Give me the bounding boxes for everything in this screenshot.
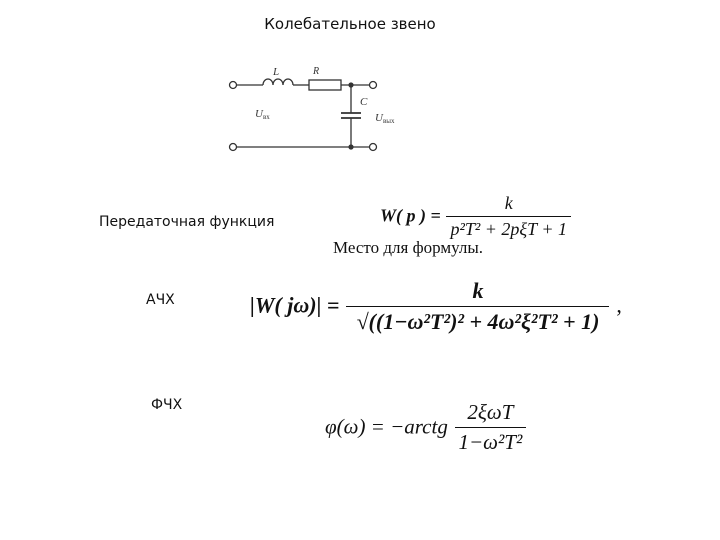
amplitude-response-formula — [250, 278, 622, 335]
input-voltage-label: U — [255, 108, 263, 120]
input-terminal-bottom — [230, 144, 237, 151]
fchx-lhs: φ(ω) = −arctg — [325, 414, 448, 439]
capacitor-label: C — [360, 96, 368, 108]
achx-lhs: |W( jω)| = — [250, 292, 340, 318]
phase-response-label: ФЧХ — [151, 397, 183, 413]
transfer-numerator: k — [504, 193, 513, 213]
transfer-denominator: p²T² + 2pξT + 1 — [446, 216, 571, 240]
achx-numerator: k — [472, 278, 484, 303]
inductor-coil — [263, 79, 293, 85]
fchx-fraction — [455, 400, 527, 455]
formula-placeholder: Место для формулы. — [333, 238, 483, 257]
fchx-denominator: 1−ω²T² — [455, 427, 527, 455]
transfer-fraction — [446, 193, 571, 240]
output-terminal-top — [370, 82, 377, 89]
achx-fraction — [346, 278, 609, 335]
junction-bottom — [348, 144, 353, 149]
input-voltage-sub: вх — [262, 113, 270, 121]
phase-response-formula — [325, 400, 526, 455]
oscillating-link-circuit — [225, 55, 395, 155]
output-voltage-label: U — [375, 112, 383, 124]
output-terminal-bottom — [370, 144, 377, 151]
svg-text:Uвх — [255, 108, 270, 121]
transfer-function-formula — [380, 193, 571, 240]
output-voltage-sub: вых — [382, 117, 395, 125]
transfer-lhs: W( p ) = — [380, 205, 441, 226]
svg-text:Uвых — [375, 112, 395, 125]
inductor-label: L — [273, 66, 280, 78]
achx-denominator: √((1−ω²T²)² + 4ω²ξ²T² + 1) — [346, 306, 609, 335]
slide-title: Колебательное звено — [264, 15, 436, 33]
fchx-numerator: 2ξωT — [467, 400, 514, 424]
resistor — [309, 80, 341, 90]
transfer-function-label: Передаточная функция — [99, 214, 275, 230]
input-terminal-top — [230, 82, 237, 89]
achx-comma: , — [616, 292, 622, 318]
amplitude-response-label: АЧХ — [146, 292, 175, 308]
resistor-label: R — [313, 66, 320, 77]
